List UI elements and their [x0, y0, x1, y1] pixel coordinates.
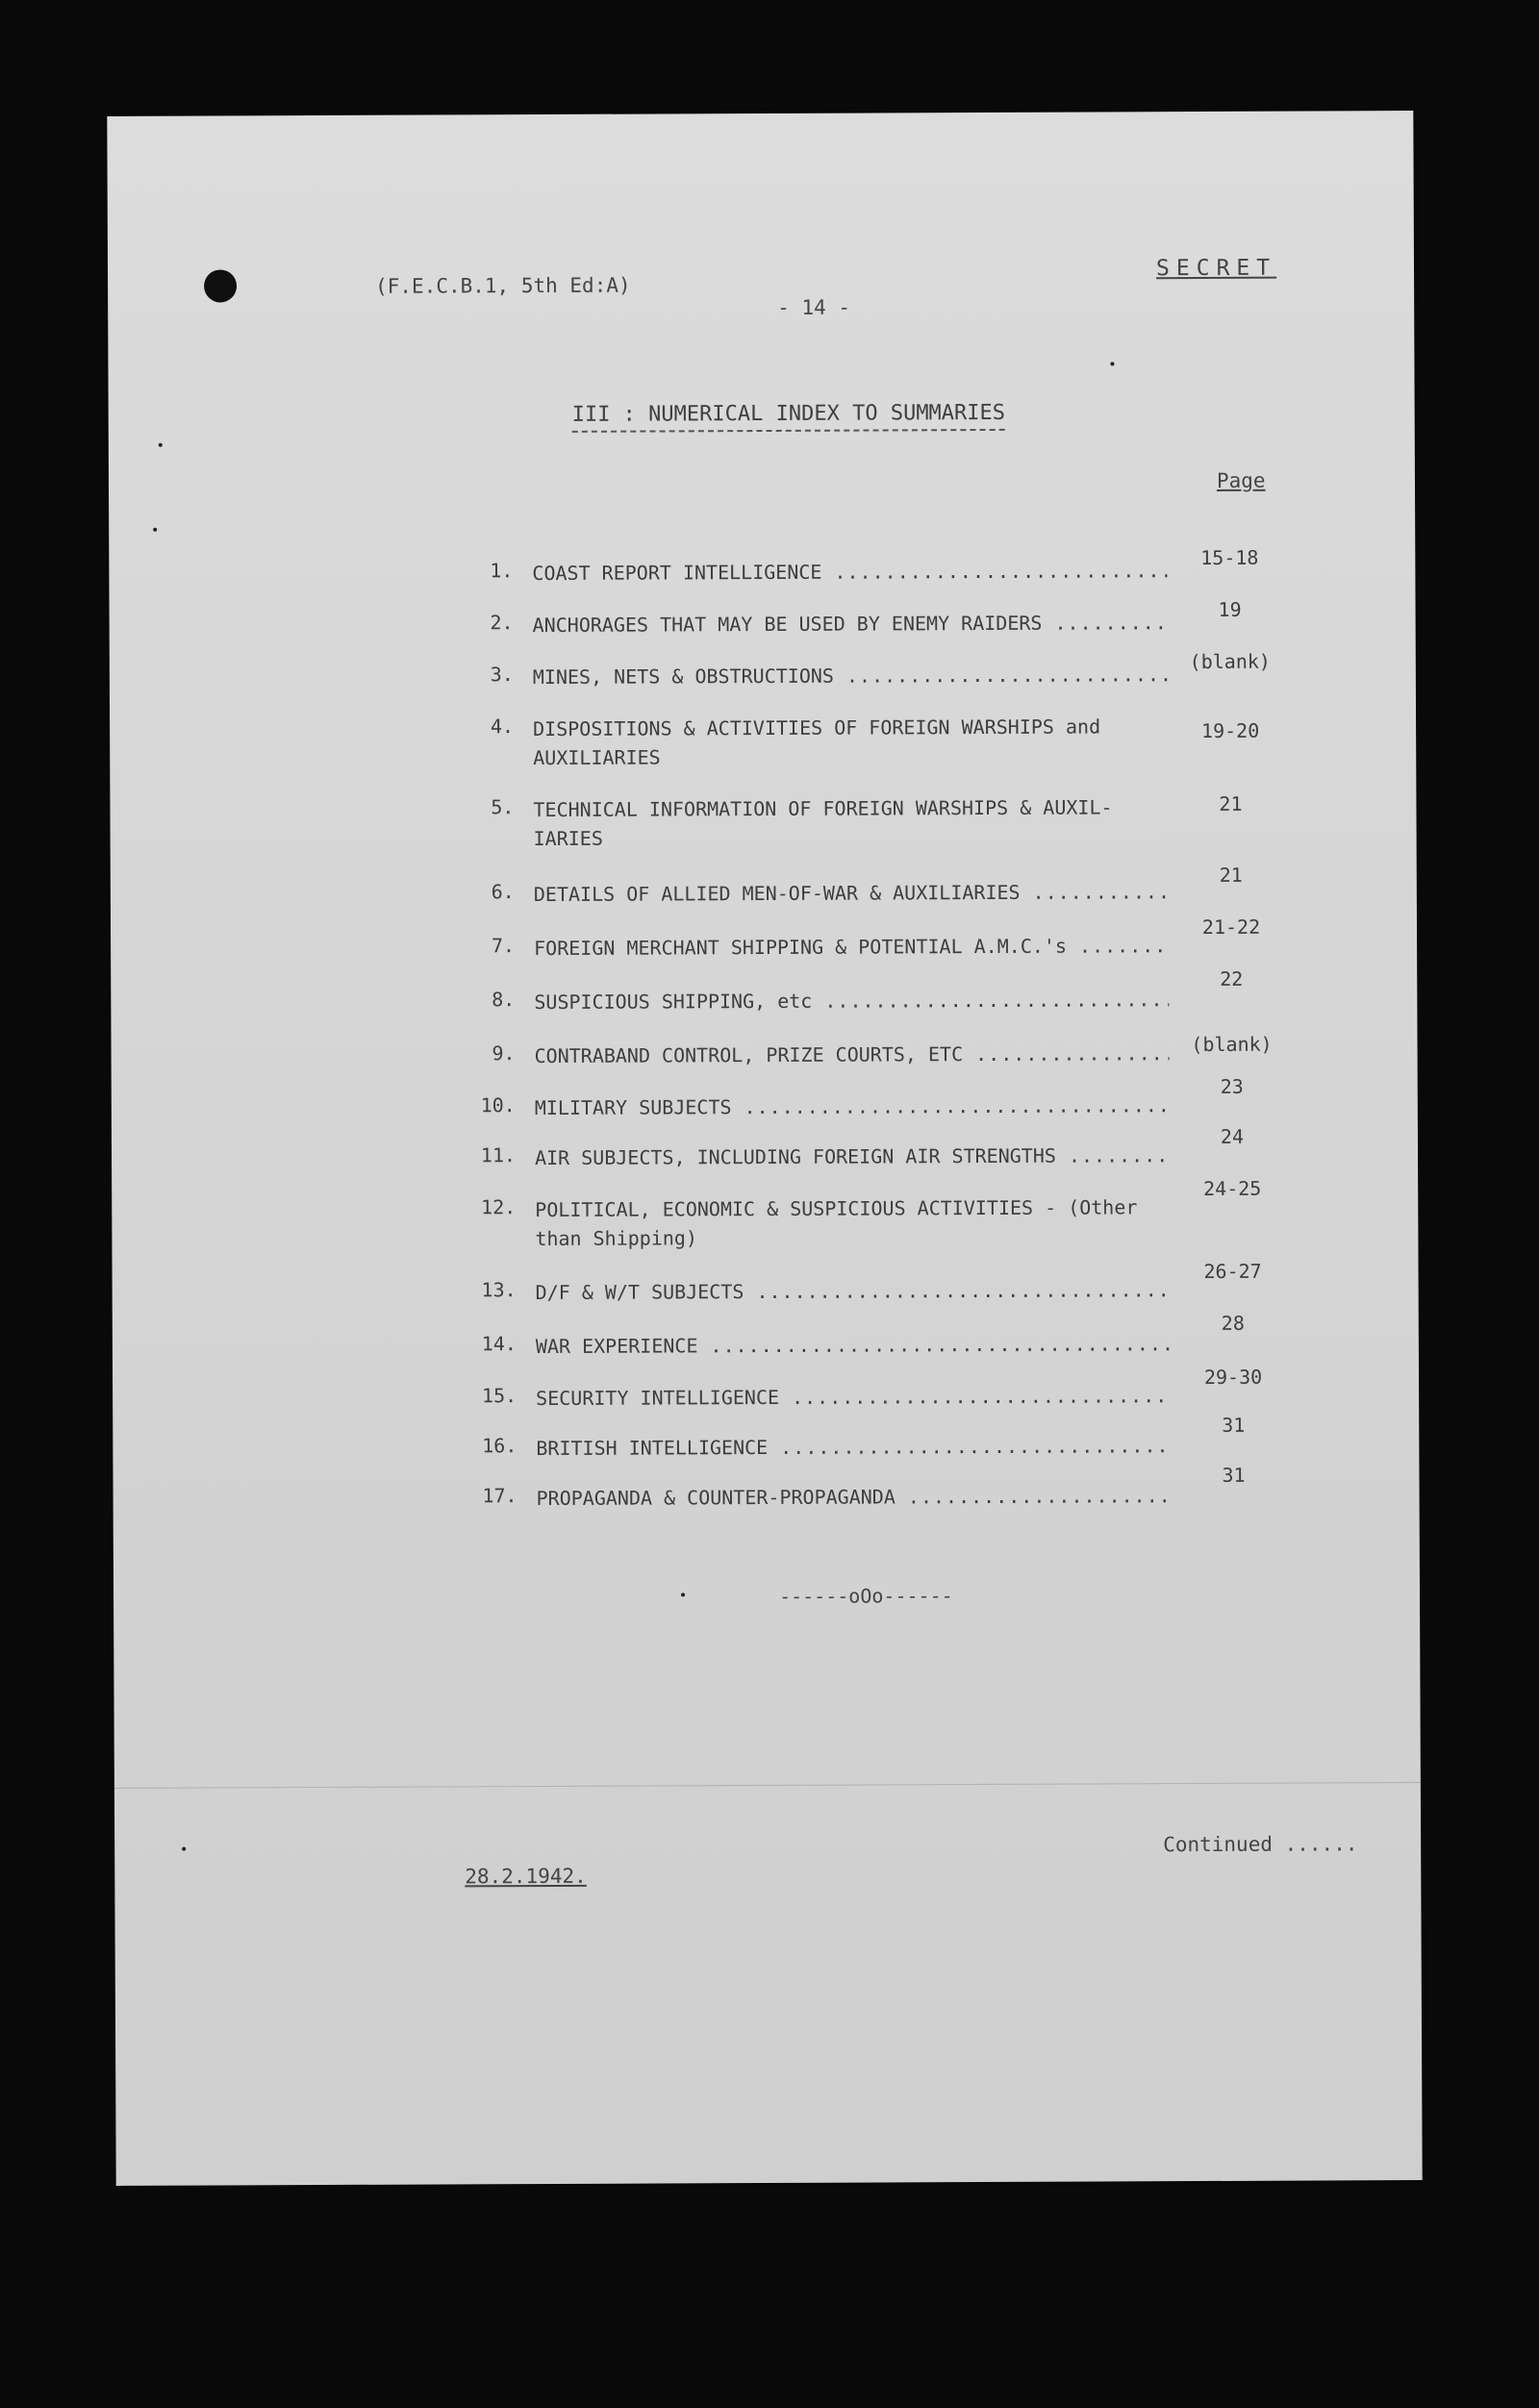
paper-speck	[681, 1593, 685, 1596]
index-entry	[455, 545, 1321, 586]
entry-page: 19-20	[1200, 718, 1260, 743]
entry-title: FOREIGN MERCHANT SHIPPING & POTENTIAL A.M.C.'s .....	[534, 931, 1169, 963]
punch-hole	[204, 269, 237, 302]
entry-number: 1.	[490, 559, 514, 583]
index-list	[455, 545, 1321, 1511]
entry-title: DISPOSITIONS & ACTIVITIES OF FOREIGN WARSHIPS and AUXILIARIES	[533, 715, 1101, 770]
entry-number: 17.	[482, 1484, 517, 1508]
entry-title: CONTRABAND CONTROL, PRIZE COURTS, ETC .....	[535, 1039, 1170, 1070]
entry-number: 10.	[480, 1093, 516, 1117]
index-entry	[456, 649, 1322, 690]
index-entry	[458, 1074, 1324, 1120]
continued-note: Continued ......	[1163, 1832, 1358, 1857]
entry-number: 15.	[481, 1384, 517, 1408]
index-entry	[459, 1413, 1325, 1461]
entry-page: 15-18	[1200, 545, 1259, 570]
entry-title: AIR SUBJECTS, INCLUDING FOREIGN AIR STRENGTHS .....	[535, 1141, 1170, 1172]
entry-number: 13.	[481, 1278, 517, 1302]
entry-title: ANCHORAGES THAT MAY BE USED BY ENEMY RAIDERS .....	[533, 608, 1168, 640]
entry-number: 2.	[490, 611, 514, 635]
entry-page: 21-22	[1201, 915, 1261, 940]
entry-number: 8.	[492, 988, 516, 1012]
entry-page: 28	[1221, 1311, 1245, 1335]
index-entry	[457, 863, 1323, 907]
index-entry	[459, 1259, 1325, 1305]
entry-title: SECURITY INTELLIGENCE .....	[536, 1381, 1171, 1413]
entry-page: 31	[1222, 1413, 1246, 1437]
entry-page: 22	[1220, 966, 1244, 991]
end-mark: ------oOo------	[778, 1584, 953, 1608]
index-entry	[459, 1311, 1325, 1359]
entry-page: (blank)	[1189, 649, 1271, 674]
entry-page: (blank)	[1191, 1032, 1273, 1057]
classification-stamp: SECRET	[1155, 255, 1277, 282]
entry-title: POLITICAL, ECONOMIC & SUSPICIOUS ACTIVITIES - (Other than Shipping)	[535, 1195, 1138, 1251]
entry-title: SUSPICIOUS SHIPPING, etc .....	[534, 985, 1169, 1016]
index-entry	[458, 1032, 1324, 1068]
entry-title: PROPAGANDA & COUNTER-PROPAGANDA .....	[537, 1481, 1172, 1513]
entry-number: 11.	[480, 1143, 517, 1167]
entry-title: BRITISH INTELLIGENCE .....	[536, 1431, 1171, 1463]
index-entry	[457, 915, 1323, 961]
entry-page: 21	[1219, 863, 1243, 887]
fold-line	[114, 1782, 1421, 1789]
index-entry	[457, 966, 1323, 1015]
document-reference: (F.E.C.B.1, 5th Ed:A)	[375, 273, 631, 298]
index-entry	[456, 791, 1322, 851]
document-date: 28.2.1942.	[465, 1864, 587, 1889]
page-column-heading: Page	[1216, 468, 1266, 492]
entry-page: 21	[1219, 791, 1243, 815]
page-number: - 14 -	[777, 295, 851, 319]
index-entry	[459, 1365, 1325, 1411]
entry-page: 24-25	[1203, 1176, 1262, 1201]
entry-title: D/F & W/T SUBJECTS .....	[536, 1275, 1171, 1307]
entry-number: 5.	[491, 795, 515, 819]
entry-page: 31	[1222, 1463, 1246, 1487]
index-entry	[460, 1463, 1325, 1511]
entry-title: MINES, NETS & OBSTRUCTIONS .....	[533, 660, 1168, 691]
index-entry	[456, 597, 1322, 638]
entry-page: 24	[1220, 1124, 1245, 1148]
index-entry	[458, 1124, 1324, 1170]
entry-title: WAR EXPERIENCE .....	[536, 1329, 1171, 1361]
entry-title: DETAILS OF ALLIED MEN-OF-WAR & AUXILIARIES .....	[534, 877, 1169, 909]
entry-page: 23	[1220, 1074, 1244, 1098]
index-entry	[456, 711, 1322, 770]
entry-number: 9.	[492, 1041, 516, 1066]
entry-title: TECHNICAL INFORMATION OF FOREIGN WARSHIPS & AUXIL-IARIES	[533, 795, 1113, 851]
entry-number: 7.	[491, 934, 516, 958]
paper-speck	[182, 1847, 186, 1851]
entry-number: 3.	[490, 663, 514, 687]
index-title: III : NUMERICAL INDEX TO SUMMARIES	[572, 401, 1005, 433]
paper-speck	[153, 528, 157, 532]
entry-title: MILITARY SUBJECTS .....	[535, 1091, 1170, 1122]
entry-number: 6.	[491, 880, 515, 904]
entry-page: 29-30	[1203, 1365, 1263, 1390]
entry-title: COAST REPORT INTELLIGENCE .....	[532, 556, 1167, 588]
document-page	[107, 111, 1422, 2186]
entry-number: 14.	[481, 1332, 517, 1356]
entry-number: 4.	[490, 715, 515, 739]
paper-speck	[1110, 362, 1114, 365]
entry-page: 19	[1218, 597, 1242, 621]
paper-speck	[159, 443, 163, 447]
entry-number: 12.	[481, 1195, 517, 1219]
entry-page: 26-27	[1203, 1259, 1262, 1284]
index-entry	[458, 1176, 1324, 1251]
entry-number: 16.	[482, 1434, 517, 1458]
